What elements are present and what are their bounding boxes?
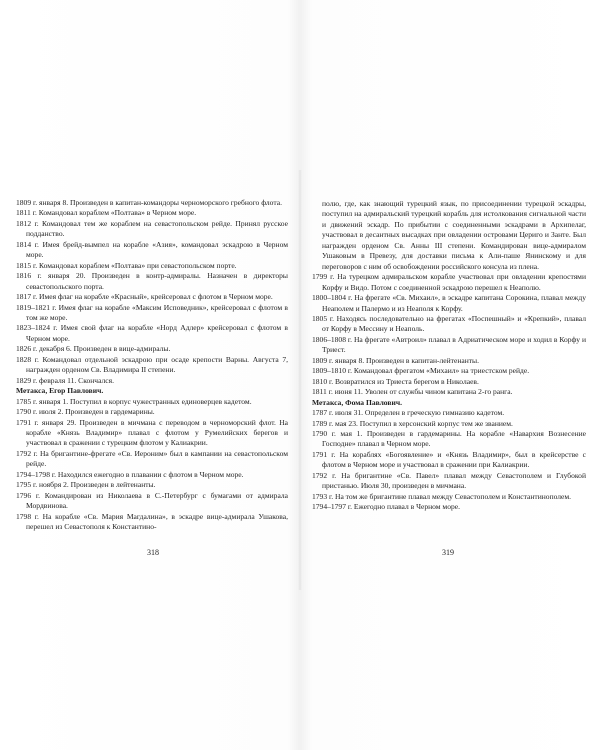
chronology-entry: 1809–1810 г. Командовал фрегатом «Михаил» на триестском рейде. [312,366,530,376]
person-heading: Метакса, Егор Павлович. [16,386,104,396]
chronology-entry: 1794–1797 г. Ежегодно плавал в Черном море. [312,502,460,512]
chronology-entry: 1790 г. мая 1. Произведен в гардемарины. На корабле «Навархия Вознесение Господне» плавал в Черном море. [312,428,586,449]
chronology-entry: 1811 г. Командовал кораблем «Полтава» в Черном море. [16,208,197,218]
chronology-entry: 1794–1798 г. Находился ежегодно в плавании с флотом в Черном море. [16,469,244,479]
chronology-entry: 1829 г. февраля 11. Скончался. [16,375,114,385]
chronology-entry: 1814 г. Имея брейд-вымпел на корабле «Азия», командовал эскадрою в Черном море. [16,239,288,260]
chronology-entry: 1785 г. января 1. Поступил в корпус чужестранных единоверцев кадетом. [16,396,252,406]
left-page [16,198,288,533]
chronology-entry: 1812 г. Командовал тем же кораблем на севастопольском рейде. Принял русское подданство. [16,218,288,239]
chronology-entry: 1815 г. Командовал кораблем «Полтава» при севастопольском порте. [16,260,237,270]
chronology-entry: 1819–1821 г. Имея флаг на корабле «Максим Исповедник», крейсеровал с флотом в том же море. [16,302,288,322]
chronology-entry: 1798 г. На корабле «Св. Мария Магдалина», в эскадре вице-адмирала Ушакова, перешел из Севастополя к Константино- [16,511,288,532]
right-page [312,199,586,513]
page-number-right: 319 [442,548,454,557]
chronology-entry: 1809 г. января 8. Произведен в капитан-командоры черноморского гребного флота. [16,198,282,207]
chronology-entry: 1806–1808 г. На фрегате «Автроил» плавал в Адриатическом море и ходил в Корфу и Триест. [312,334,586,355]
chronology-entry: 1828 г. Командовал отдельной эскадрою при осаде крепости Варны. Августа 7, награжден орденом Св. Владимира II степени. [16,354,288,375]
chronology-entry: 1817 г. Имея флаг на корабле «Красный», крейсеровал с флотом в Черном море. [16,292,273,302]
chronology-entry: 1805 г. Находясь последовательно на фрегатах «Поспешный» и «Крепкий», плавал от Корфу в Мессину и Неаполь. [312,313,586,334]
chronology-entry: 1796 г. Командирован из Николаева в С.-Петербург с бумагами от адмирала Мордвинова. [16,490,288,511]
chronology-entry: 1790 г. июля 2. Произведен в гардемарины. [16,407,155,417]
chronology-entry: 1787 г. июля 31. Определен в греческую гимназию кадетом. [312,408,505,418]
chronology-entry: 1792 г. На бригантине «Св. Павел» плавал между Севастополем и Глубокой пристанью. Июля 30, произведен в мичмана. [312,470,586,491]
chronology-entry: 1816 г. января 20. Произведен в контр-адмиралы. Назначен в директоры севастопольского порта. [16,271,288,291]
chronology-entry: 1823–1824 г. Имея свой флаг на корабле «Норд Адлер» крейсеровал с флотом в Черном море. [16,323,288,343]
chronology-entry: 1791 г. января 29. Произведен в мичмана с переводом в черноморский флот. На корабле «Князь Владимир» плавал с флотом у Румелийских берегов и участвовал в сражении с турецким флотом у Калиакрии. [16,417,288,448]
chronology-entry: 1826 г. декабря 6. Произведен в вице-адмиралы. [16,344,171,354]
chronology-entry: 1792 г. На бригантине-фрегате «Св. Иероним» был в кампании на севастопольском рейде. [16,448,288,469]
chronology-entry: 1791 г. На кораблях «Богоявление» и «Князь Владимир», был в крейсерстве с флотом в Черном море и участвовал в сражении при Калиакрии. [312,449,586,470]
chronology-entry: 1793 г. На том же бригантине плавал между Севастополем и Константинополем. [312,491,572,501]
chronology-entry: 1800–1804 г. На фрегате «Св. Михаил», в эскадре капитана Сорокина, плавал между Неаполем и Палермо и из Неаполя к Корфу. [312,293,586,313]
chronology-entry: 1789 г. мая 23. Поступил в херсонский корпус тем же званием. [312,418,513,428]
chronology-entry: полю, где, как знающий турецкий язык, по присоединении турецкой эскадры, поступил на адмиральский турецкий корабль для истолкования сигнальной части и движений эскадр. По прибытии с соединенными эскадрами в Архипелаг, участвовал в десантных высадках при овладении островами Цериго и Занте. Был награжден орденом Св. Анны III степени. Командирован вице-адмиралом Ушаковым в Превезу, для доставки письма к Али-паше Янинскому и для переговоров с ним об освобождении российского консула из плена. [322,199,586,271]
person-heading: Метакса, Фома Павлович. [312,397,402,407]
chronology-entry: 1811 г. июня 11. Уволен от службы чином капитана 2-го ранга. [312,387,513,397]
chronology-entry: 1809 г. января 8. Произведен в капитан-лейтенанты. [312,355,480,365]
page-number-left: 318 [147,548,159,557]
chronology-entry: 1799 г. На турецком адмиральском корабле участвовал при овладении крепостями Корфу и Видо. Потом с соединенной эскадрою перешел к Неаполю. [312,272,586,292]
chronology-entry: 1795 г. ноября 2. Произведен в лейтенанты. [16,480,156,490]
book-gutter [298,170,302,590]
chronology-entry: 1810 г. Возвратился из Триеста берегом в Николаев. [312,376,479,386]
